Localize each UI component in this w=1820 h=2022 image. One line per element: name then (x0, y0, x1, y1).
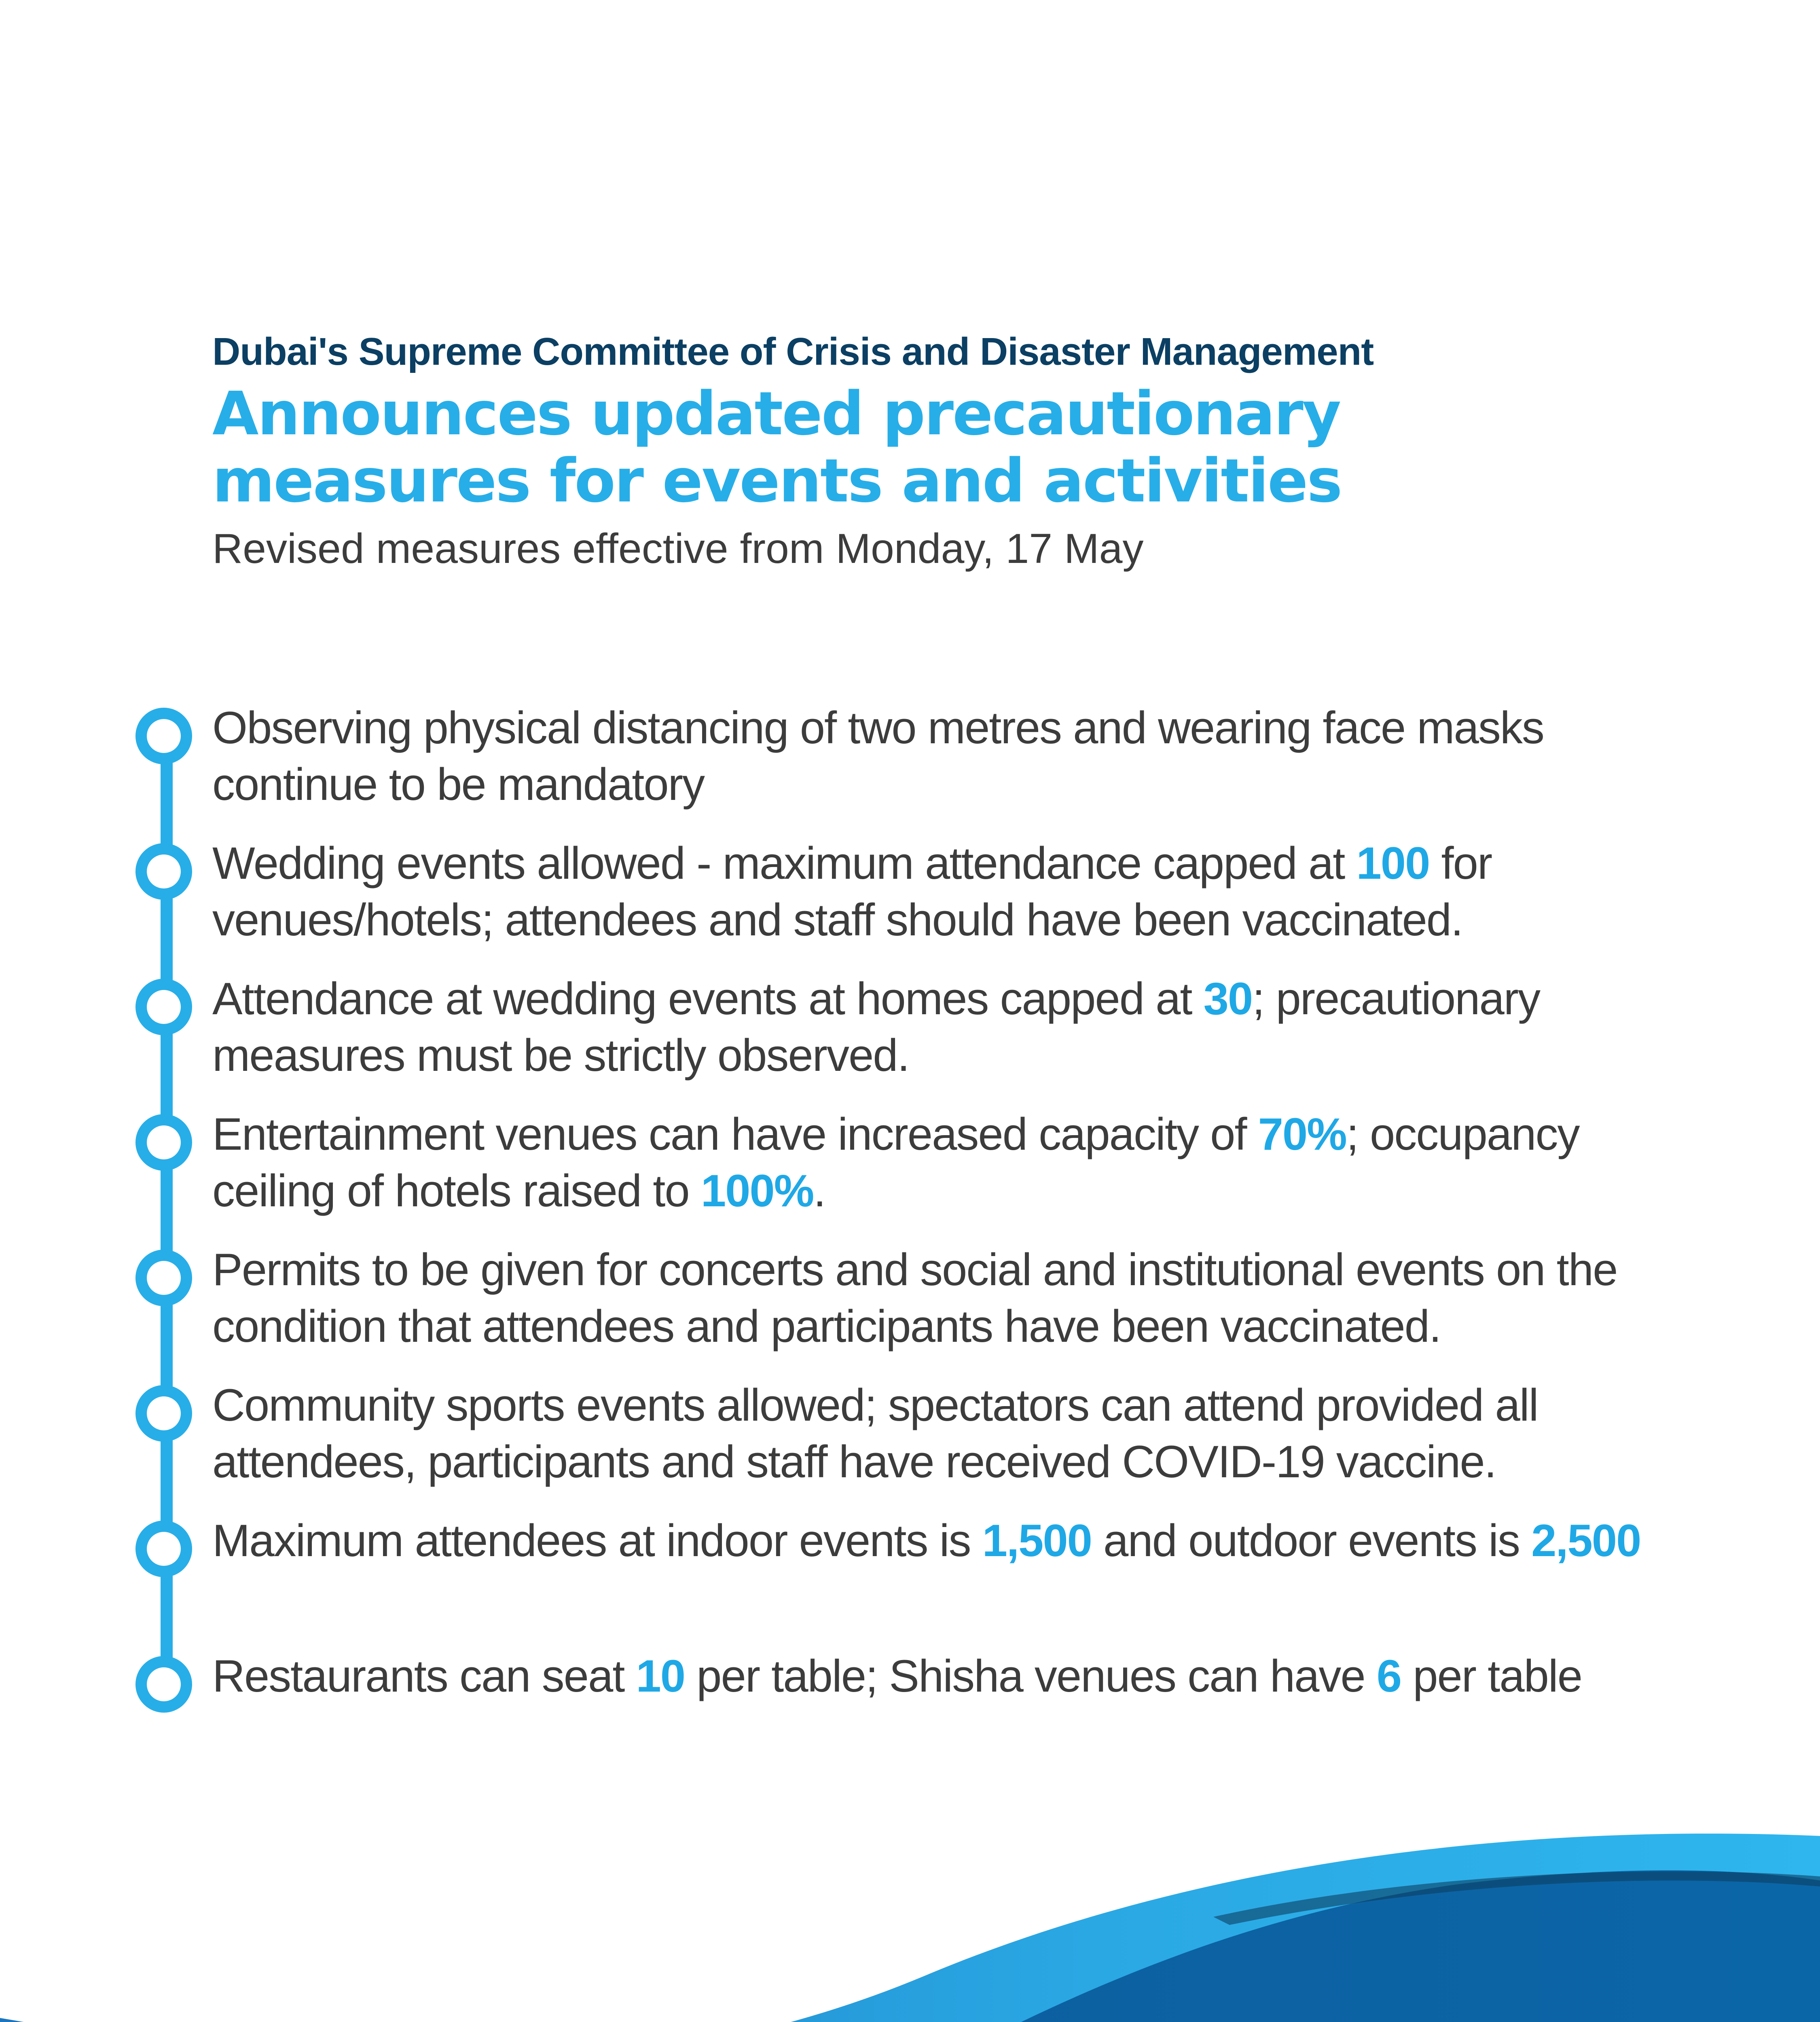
timeline-dot (135, 708, 192, 764)
list-item (212, 1377, 1668, 1490)
item-text (212, 700, 1668, 813)
timeline-dot (135, 843, 192, 900)
timeline-dot (135, 979, 192, 1035)
headline-line-1: Announces updated precautionary (212, 379, 1340, 448)
item-text-part: Observing physical distancing of two metres and wearing face masks continue to be mandatory (212, 702, 1544, 810)
item-text-part: and outdoor events is (1091, 1515, 1532, 1566)
item-text-part: Maximum attendees at indoor events is (212, 1515, 982, 1566)
headline (212, 380, 1668, 514)
highlight-number: 70% (1258, 1109, 1346, 1159)
timeline-dot (135, 1250, 192, 1306)
highlight-number: 100 (1356, 838, 1430, 888)
footer-wave (0, 1820, 1820, 2022)
item-text (212, 1512, 1668, 1569)
highlight-number: 100% (700, 1165, 814, 1216)
item-text-part: per table; Shisha venues can have (685, 1651, 1377, 1701)
item-text-part: Wedding events allowed - maximum attendance capped at (212, 838, 1357, 888)
item-text-part: Entertainment venues can have increased capacity of (212, 1109, 1258, 1159)
headline-line-2: measures for events and activities (212, 446, 1342, 516)
item-text-part: ; precautionary measures must be strictly observed. (212, 973, 1540, 1081)
item-text (212, 971, 1668, 1084)
header (212, 328, 1668, 575)
list-item (212, 1648, 1668, 1705)
highlight-number: 30 (1203, 973, 1253, 1024)
item-text-part: Permits to be given for concerts and social and institutional events on the condition that attendees and participants have been vaccinated. (212, 1244, 1617, 1352)
list-item (212, 1106, 1668, 1219)
item-text-part: Community sports events allowed; spectators can attend provided all attendees, participants and staff have received COVID-19 vaccine. (212, 1380, 1538, 1487)
list-item (212, 835, 1668, 948)
highlight-number: 10 (636, 1651, 685, 1701)
item-text (212, 1106, 1668, 1219)
item-text-part: Restaurants can seat (212, 1651, 636, 1701)
timeline-dot (135, 1521, 192, 1577)
list-item (212, 1512, 1668, 1569)
item-text-part: Attendance at wedding events at homes capped at (212, 973, 1204, 1024)
item-text (212, 1648, 1668, 1705)
highlight-number: 1,500 (982, 1515, 1092, 1566)
item-text (212, 1242, 1668, 1355)
highlight-number: 6 (1376, 1651, 1401, 1701)
item-text (212, 835, 1668, 948)
item-text-part: ; occupancy ceiling of hotels raised to (212, 1109, 1579, 1216)
highlight-number: 2,500 (1531, 1515, 1641, 1566)
item-text-part: for venues/hotels; attendees and staff should have been vaccinated. (212, 838, 1492, 945)
list-item (212, 971, 1668, 1084)
timeline-dot (135, 1385, 192, 1442)
item-text-part: . (813, 1165, 825, 1216)
committee-name: Dubai's Supreme Committee of Crisis and Disaster Management (212, 330, 1374, 373)
list-item (212, 700, 1668, 813)
list-item (212, 1242, 1668, 1355)
item-text (212, 1377, 1668, 1490)
item-text-part: per table (1401, 1651, 1582, 1701)
timeline-dot (135, 1656, 192, 1713)
effective-date: Revised measures effective from Monday, 17 May (212, 525, 1144, 572)
timeline-dot (135, 1114, 192, 1171)
